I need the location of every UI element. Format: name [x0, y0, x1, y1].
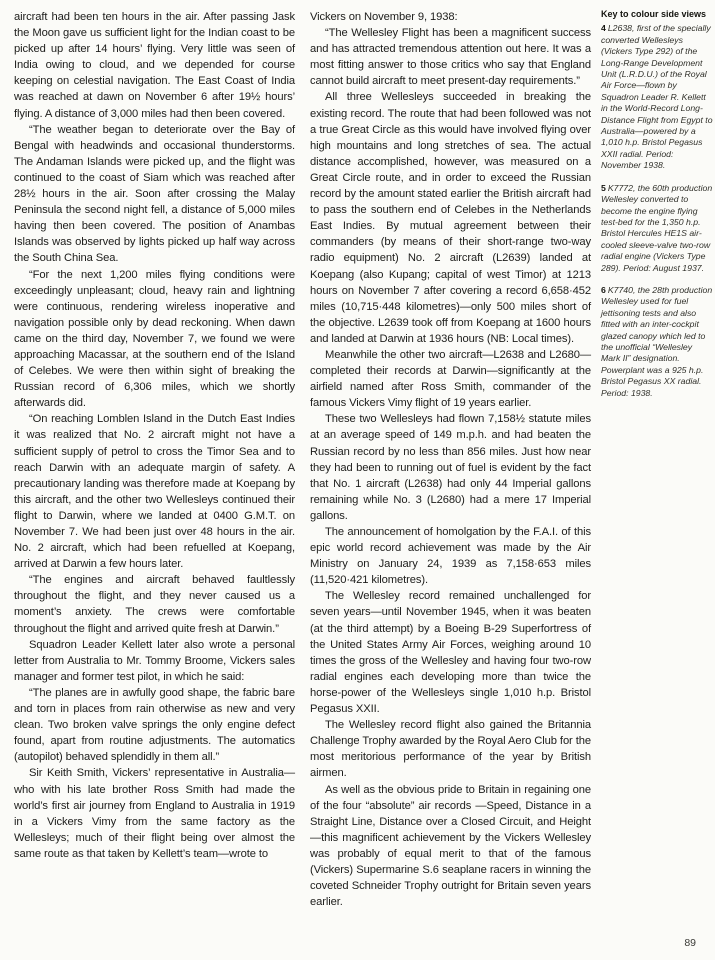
body-paragraph: As well as the obvious pride to Britain in regaining one of the four “absolute” air records —Speed, Distance in a Straight Line, Distance over a Closed Circuit, and Height—this magnificent achievement by the Vickers Wellesley was probably of equal merit to that of the famous (Vickers) Supermarine S.6 seaplane racers in winning the coveted Schneider Trophy outright for Britain seven years earlier.	[310, 783, 591, 909]
body-paragraph: The Wellesley record remained unchallenged for seven years—until November 1945, when it was beaten (at the third attempt) by a Boeing B-29 Superfortress of the United States Army Air Forces, weighing around 10 times the gross of the Wellesley and having four two-row radial engines each developing more than twice the horse-power of the Wellesleys single 1,010 h.p. Bristol Pegasus XXII.	[310, 590, 591, 716]
sidebar-item	[601, 285, 713, 399]
body-paragraph: Vickers on November 9, 1938:	[310, 11, 458, 23]
body-paragraph: The announcement of homolgation by the F.A.I. of this epic world record achievement was made by the Air Ministry on January 24, 1939 as 7,158·653 miles (11,520·421 kilometres).	[310, 526, 591, 587]
body-paragraph: Meanwhile the other two aircraft—L2638 and L2680—completed their records at Darwin—significantly at the airfield named after Ross Smith, commander of the famous Vickers Vimy flight of 19 years earlier.	[310, 348, 591, 410]
sidebar-title: Key to colour side views	[601, 9, 707, 19]
sidebar-item-text: K7740, the 28th production Wellesley used for fuel jettisoning tests and also fitted with an inter-cockpit glazed canopy which led to the unofficial “Wellesley Mark II” designation. Powerplant was a 925 h.p. Bristol Pegasus XX radial. Period: 1938.	[601, 284, 713, 398]
body-paragraph: Squadron Leader Kellett later also wrote a personal letter from Australia to Mr. Tommy Broome, Vickers sales manager and former test pilot, in which he said:	[14, 638, 295, 683]
text-columns	[14, 9, 713, 910]
body-paragraph: “The planes are in awfully good shape, the fabric bare and torn in places from rain otherwise as new and very clean. Two broken valve springs the only engine defect found, apart from routine adjustments. The automatics (autopilot) behaved splendidly in them all.”	[14, 686, 295, 764]
middle-column	[310, 9, 591, 910]
sidebar-item-number: 4	[601, 23, 606, 34]
body-paragraph: “For the next 1,200 miles flying conditions were exceedingly unpleasant; cloud, heavy rain and lightning were continuous, rendering wireless inoperative and navigation possible only by dead reckoning. When dawn came on the third day, November 7, we found we were approaching Macassar, at the southern end of the Island of Celebes. We were then within sight of breaking the Russian record of 6,306 miles, which we shortly afterwards did.	[14, 268, 295, 410]
sidebar-key-to-colour-views	[601, 9, 713, 410]
sidebar-item	[601, 23, 713, 171]
body-paragraph: “On reaching Lomblen Island in the Dutch East Indies it was realized that No. 2 aircraft might not have a sufficient supply of petrol to cross the Timor Sea and to reach Darwin with an adequate margin of safety. A precautionary landing was therefore made at Koepang by this aircraft, and the other two Wellesleys continued their flight to Darwin, where we landed at 0400 G.M.T. on November 7. We had been just over 48 hours in the air. No. 2 aircraft, which had been refuelled at Koepang, arrived at Darwin a few hours later.	[14, 413, 295, 571]
body-paragraph: The Wellesley record flight also gained the Britannia Challenge Trophy awarded by the Royal Aero Club for the most meritorious performance of the year by British airmen.	[310, 719, 591, 780]
left-column	[14, 9, 295, 862]
body-paragraph: These two Wellesleys had flown 7,158½ statute miles at an average speed of 149 m.p.h. and had beaten the Russian record by no less than 856 miles. Just how near they had been to running out of fuel is evident by the fact that No. 1 aircraft (L2638) had only 44 Imperial gallons remaining while No. 3 (L2680) had a mere 17 Imperial gallons.	[310, 413, 591, 522]
sidebar-item-text: L2638, first of the specially converted Wellesleys (Vickers Type 292) of the Long-Range Development Unit (L.R.D.U.) of the Royal Air Force—flown by Squadron Leader R. Kellett in the World-Record Long-Distance Flight from Egypt to Australia—powered by a 1,010 h.p. Bristol Pegasus XXII radial. Period: November 1938.	[601, 23, 713, 171]
body-paragraph: “The Wellesley Flight has been a magnificent success and has attracted tremendous attention out here. It was a most fitting answer to those critics who say that England cannot build aircraft to meet present-day requirements.”	[310, 27, 591, 88]
sidebar-item-number: 6	[601, 284, 606, 295]
sidebar-item-number: 5	[601, 182, 606, 193]
sidebar-item-text: K7772, the 60th production Wellesley converted to become the engine flying test-bed for the 1,350 h.p. Bristol Hercules HE1S air-cooled sleeve-valve two-row radial engine (Vickers Type 289). Period: August 1937.	[601, 182, 713, 273]
body-paragraph: “The weather began to deteriorate over the Bay of Bengal with headwinds and occasional thunderstorms. The Andaman Islands were picked up, and the flight was continued to the coast of Siam which was reached after 28½ hours in the air. Soon after crossing the Malay Peninsula the second night fell, a distance of 5,000 miles having then been covered. The position of Anambas Islands was observed by lights picked up half way across the South China Sea.	[14, 123, 295, 265]
body-paragraph: Sir Keith Smith, Vickers’ representative in Australia—who with his late brother Ross Smith had made the world’s first air journey from England to Australia in 1919 in a Vickers Vimy from the same factory as the Wellesleys; much of their flight being over almost the same route as that taken by Kellett’s team—wrote to	[14, 767, 295, 860]
body-paragraph: All three Wellesleys succeeded in breaking the existing record. The route that had been followed was not a true Great Circle as this would have involved flying over high mountains and long stretches of sea. The actual distance accomplished, however, was measured on a Great Circle route, and in order to exceed the Russian record by the amount stated earlier the British aircraft had to pass the southern end of Celebes in the Netherlands East Indies. By mutual agreement between their commanders (by means of their short-range two-way radio equipment) No. 2 aircraft (L2639) landed at Koepang (also Kupang; capital of west Timor) at 1213 hours on November 7 after covering a record 6,658·452 miles (10,715·448 kilometres)—only 500 miles short of the objective. L2639 took off from Koepang at 1600 hours and landed at Darwin at 1936 hours (NB: Local times).	[310, 91, 591, 345]
sidebar-item-list	[601, 23, 713, 399]
page-number: 89	[684, 937, 696, 949]
body-paragraph: “The engines and aircraft behaved faultlessly throughout the flight, and they never caused us a moment’s anxiety. The crews were comfortable throughout the flight and arrived quite fresh at Darwin.”	[14, 574, 295, 635]
body-paragraph: aircraft had been ten hours in the air. After passing Jask the Moon gave us sufficient light for the Indian coast to be picked up after 14 hours’ flying. Very little was seen of India owing to cloud, and we depended for course keeping on celestial navigation. The East Coast of India was reached at dawn on November 6 after 19½ hours’ flying. A distance of 3,000 miles had then been covered.	[14, 11, 295, 120]
sidebar-item	[601, 183, 713, 274]
